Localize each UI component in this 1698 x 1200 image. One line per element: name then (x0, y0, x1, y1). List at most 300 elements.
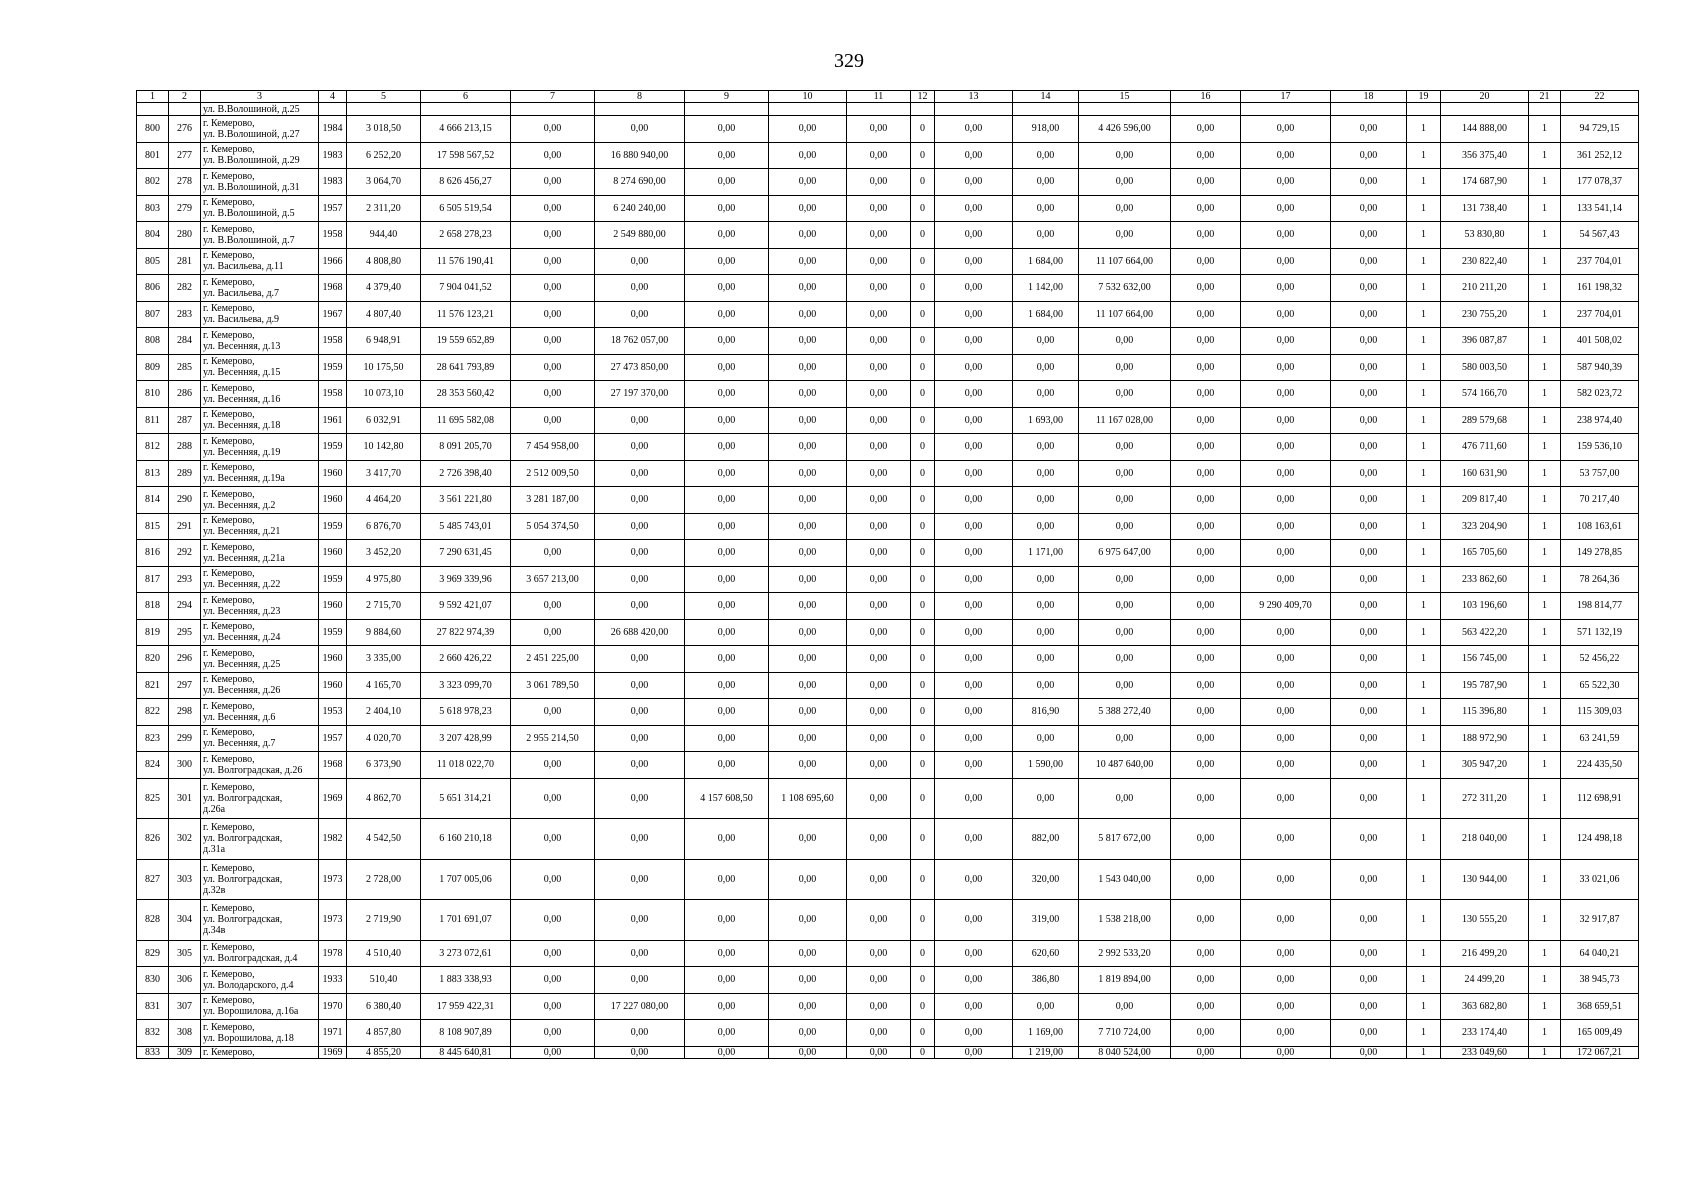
table-cell: 0,00 (595, 778, 685, 819)
address-line: г. Кемерово, (203, 250, 255, 262)
table-cell: 0,00 (769, 725, 847, 752)
table-cell: 0,00 (935, 993, 1013, 1020)
table-cell: 1 (1529, 195, 1561, 222)
table-cell: 0,00 (1079, 381, 1171, 408)
table-row (137, 487, 1639, 514)
continuation-row (137, 103, 1639, 116)
table-cell: 0 (911, 354, 935, 381)
table-cell (1079, 103, 1171, 116)
table-cell: 0,00 (1013, 434, 1079, 461)
table-cell: 829 (137, 940, 169, 967)
table-cell: 4 542,50 (347, 819, 421, 860)
table-cell: 6 032,91 (347, 407, 421, 434)
table-cell: 0,00 (1331, 699, 1407, 726)
table-cell: 0,00 (935, 354, 1013, 381)
table-cell: 4 426 596,00 (1079, 116, 1171, 143)
table-cell: 2 451 225,00 (511, 646, 595, 673)
table-cell: 6 380,40 (347, 993, 421, 1020)
address-line: г. Кемерово, (203, 144, 255, 156)
table-cell: 3 061 789,50 (511, 672, 595, 699)
table-cell: 4 379,40 (347, 275, 421, 302)
table-cell: 0,00 (847, 434, 911, 461)
address-line: г. Кемерово, (203, 170, 255, 182)
table-cell: 306 (169, 967, 201, 994)
table-cell: 0,00 (595, 593, 685, 620)
address-line: ул. В.Волошиной, д.31 (203, 181, 300, 193)
table-cell: 563 422,20 (1441, 619, 1529, 646)
table-cell: 0,00 (1331, 1046, 1407, 1058)
table-cell: 0,00 (1171, 540, 1241, 567)
table-cell: 0,00 (847, 699, 911, 726)
table-cell: 1 (1529, 752, 1561, 779)
table-cell: 0,00 (595, 275, 685, 302)
table-cell: 0,00 (685, 116, 769, 143)
table-cell: 0,00 (1171, 434, 1241, 461)
table-cell: 0,00 (935, 859, 1013, 900)
table-cell: 0,00 (769, 407, 847, 434)
table-cell: 11 576 190,41 (421, 248, 511, 275)
table-cell: 582 023,72 (1561, 381, 1639, 408)
table-cell: 0,00 (595, 819, 685, 860)
address-line: г. Кемерово, (203, 223, 255, 235)
table-cell: 288 (169, 434, 201, 461)
table-cell: 4 666 213,15 (421, 116, 511, 143)
table-cell: 0,00 (1171, 778, 1241, 819)
address-line: г. Кемерово, (203, 1046, 255, 1058)
table-cell: 0,00 (685, 328, 769, 355)
table-cell: 0,00 (1079, 434, 1171, 461)
table-cell: 0,00 (1331, 434, 1407, 461)
table-cell: 0,00 (1331, 328, 1407, 355)
table-cell: 0,00 (935, 900, 1013, 941)
address-line: ул. Весенняя, д.24 (203, 632, 281, 644)
table-cell: 0,00 (847, 900, 911, 941)
table-cell: 0,00 (1171, 116, 1241, 143)
table-cell: 2 311,20 (347, 195, 421, 222)
address-line: ул. В.Волошиной, д.27 (203, 128, 300, 140)
table-cell: 0,00 (511, 407, 595, 434)
table-cell: 0,00 (769, 275, 847, 302)
table-cell: 3 323 099,70 (421, 672, 511, 699)
table-cell: 309 (169, 1046, 201, 1058)
table-cell: 1 (1407, 222, 1441, 249)
table-cell: 0,00 (769, 540, 847, 567)
table-cell: 0,00 (1241, 672, 1331, 699)
address-cell (201, 900, 319, 941)
table-cell (911, 103, 935, 116)
table-cell: 0,00 (1171, 593, 1241, 620)
table-cell: 297 (169, 672, 201, 699)
table-cell: 0,00 (935, 116, 1013, 143)
table-cell: 4 157 608,50 (685, 778, 769, 819)
address-line: г. Кемерово, (203, 995, 255, 1007)
table-cell: 0,00 (685, 487, 769, 514)
table-row (137, 540, 1639, 567)
table-cell: 3 281 187,00 (511, 487, 595, 514)
address-line: г. Кемерово, (203, 822, 255, 834)
table-cell: 0,00 (935, 248, 1013, 275)
table-cell: 165 009,49 (1561, 1020, 1639, 1047)
table-cell: 1 (1529, 407, 1561, 434)
table-cell: 0,00 (685, 725, 769, 752)
table-cell: 18 762 057,00 (595, 328, 685, 355)
address-cell: ул. В.Волошиной, д.25 (201, 103, 319, 116)
table-cell: 1973 (319, 859, 347, 900)
table-cell: 1933 (319, 967, 347, 994)
table-cell: 7 532 632,00 (1079, 275, 1171, 302)
table-cell: 302 (169, 819, 201, 860)
table-cell: 0,00 (847, 993, 911, 1020)
address-line: ул. Волгоградская, д.4 (203, 953, 298, 965)
table-cell: 0,00 (511, 778, 595, 819)
table-cell: 0,00 (1331, 725, 1407, 752)
table-cell: 0,00 (1331, 619, 1407, 646)
table-cell: 0,00 (1171, 460, 1241, 487)
table-cell: 1982 (319, 819, 347, 860)
address-line: г. Кемерово, (203, 1021, 255, 1033)
address-line: д.34в (203, 925, 226, 937)
table-cell: 1983 (319, 142, 347, 169)
address-line: ул. В.Волошиной, д.5 (203, 208, 295, 220)
table-cell: 0,00 (511, 301, 595, 328)
table-cell: 0,00 (1171, 967, 1241, 994)
table-cell: 0 (911, 434, 935, 461)
table-cell: 11 107 664,00 (1079, 301, 1171, 328)
table-cell: 1966 (319, 248, 347, 275)
table-cell: 188 972,90 (1441, 725, 1529, 752)
table-cell: 0,00 (847, 142, 911, 169)
table-cell: 3 273 072,61 (421, 940, 511, 967)
table-cell: 0,00 (1171, 699, 1241, 726)
table-cell: 0,00 (1171, 354, 1241, 381)
table-cell: 33 021,06 (1561, 859, 1639, 900)
table-cell: 0,00 (1241, 1020, 1331, 1047)
table-cell: 0 (911, 725, 935, 752)
table-cell: 0,00 (1331, 778, 1407, 819)
table-cell: 0 (911, 619, 935, 646)
table-cell: 0,00 (847, 513, 911, 540)
table-cell: 882,00 (1013, 819, 1079, 860)
table-cell: 0,00 (1079, 169, 1171, 196)
table-cell: 0,00 (935, 513, 1013, 540)
table-cell: 0,00 (1331, 993, 1407, 1020)
table-row (137, 699, 1639, 726)
table-cell: 587 940,39 (1561, 354, 1639, 381)
table-row (137, 819, 1639, 860)
table-cell: 0,00 (1013, 672, 1079, 699)
table-cell: 0,00 (847, 1046, 911, 1058)
table-cell: 0,00 (1241, 275, 1331, 302)
table-cell: 1968 (319, 275, 347, 302)
table-cell: 0,00 (1241, 1046, 1331, 1058)
table-cell (1013, 103, 1079, 116)
address-cell (201, 169, 319, 196)
table-cell: 0,00 (769, 301, 847, 328)
table-cell: 1 (1407, 248, 1441, 275)
table-cell: 0,00 (685, 381, 769, 408)
address-line: г. Кемерово, (203, 303, 255, 315)
table-cell: 0,00 (847, 940, 911, 967)
table-cell: 1 (1529, 725, 1561, 752)
table-cell: 0,00 (935, 699, 1013, 726)
address-line: ул. Весенняя, д.6 (203, 711, 276, 723)
table-cell: 0,00 (1079, 513, 1171, 540)
table-cell: 0,00 (685, 646, 769, 673)
table-cell (1407, 103, 1441, 116)
table-cell: 277 (169, 142, 201, 169)
table-row (137, 460, 1639, 487)
table-cell: 1960 (319, 646, 347, 673)
table-cell: 282 (169, 275, 201, 302)
table-cell: 177 078,37 (1561, 169, 1639, 196)
table-cell: 813 (137, 460, 169, 487)
table-cell: 0 (911, 778, 935, 819)
table-cell: 112 698,91 (1561, 778, 1639, 819)
table-cell: 1 693,00 (1013, 407, 1079, 434)
table-cell: 10 487 640,00 (1079, 752, 1171, 779)
table-cell: 8 040 524,00 (1079, 1046, 1171, 1058)
table-cell: 0,00 (511, 381, 595, 408)
table-row (137, 940, 1639, 967)
table-cell: 0,00 (1079, 725, 1171, 752)
table-cell: 0,00 (935, 275, 1013, 302)
table-cell: 1 (1529, 646, 1561, 673)
table-cell: 809 (137, 354, 169, 381)
table-cell: 0,00 (685, 993, 769, 1020)
table-cell: 27 473 850,00 (595, 354, 685, 381)
table-cell: 1 (1529, 142, 1561, 169)
table-cell: 0,00 (1079, 195, 1171, 222)
table-cell: 0,00 (1241, 328, 1331, 355)
table-row (137, 407, 1639, 434)
table-cell: 218 040,00 (1441, 819, 1529, 860)
table-cell: 0,00 (595, 301, 685, 328)
table-cell: 0,00 (847, 460, 911, 487)
address-line: ул. Весенняя, д.23 (203, 605, 281, 617)
table-cell: 272 311,20 (1441, 778, 1529, 819)
table-cell: 0,00 (769, 195, 847, 222)
table-cell: 281 (169, 248, 201, 275)
table-cell: 812 (137, 434, 169, 461)
address-line: ул. Весенняя, д.19а (203, 473, 285, 485)
table-cell: 0,00 (847, 1020, 911, 1047)
table-cell: 1 142,00 (1013, 275, 1079, 302)
table-cell: 0,00 (1171, 566, 1241, 593)
table-cell: 6 373,90 (347, 752, 421, 779)
table-cell: 802 (137, 169, 169, 196)
table-cell: 0,00 (1331, 859, 1407, 900)
table-cell: 0,00 (511, 540, 595, 567)
table-cell: 0,00 (935, 646, 1013, 673)
table-row (137, 142, 1639, 169)
table-cell: 0,00 (511, 222, 595, 249)
table-cell: 305 947,20 (1441, 752, 1529, 779)
table-cell: 308 (169, 1020, 201, 1047)
table-cell: 4 862,70 (347, 778, 421, 819)
table-cell: 0,00 (935, 195, 1013, 222)
table-cell: 2 660 426,22 (421, 646, 511, 673)
table-cell: 0,00 (1241, 248, 1331, 275)
table-cell: 1 (1407, 460, 1441, 487)
address-line: ул. Волгоградская, (203, 914, 283, 926)
table-cell: 0,00 (685, 195, 769, 222)
table-cell: 1 (1529, 328, 1561, 355)
table-cell: 824 (137, 752, 169, 779)
table-cell: 0 (911, 672, 935, 699)
table-cell: 0,00 (685, 593, 769, 620)
table-cell: 63 241,59 (1561, 725, 1639, 752)
table-cell: 7 290 631,45 (421, 540, 511, 567)
table-cell: 944,40 (347, 222, 421, 249)
column-header: 19 (1407, 91, 1441, 103)
address-line: г. Кемерово, (203, 968, 255, 980)
table-cell: 0,00 (1171, 275, 1241, 302)
table-cell: 0,00 (1331, 487, 1407, 514)
table-cell: 806 (137, 275, 169, 302)
table-cell: 1 (1407, 407, 1441, 434)
table-row (137, 619, 1639, 646)
table-row (137, 752, 1639, 779)
address-cell (201, 566, 319, 593)
table-cell: 0,00 (847, 967, 911, 994)
table-row (137, 169, 1639, 196)
address-line: д.31а (203, 844, 226, 856)
table-cell: 1 (1529, 993, 1561, 1020)
table-cell: 1 (1529, 434, 1561, 461)
table-cell: 1 (1529, 566, 1561, 593)
table-cell: 1957 (319, 725, 347, 752)
table-cell: 0,00 (1241, 900, 1331, 941)
address-cell (201, 859, 319, 900)
table-cell: 820 (137, 646, 169, 673)
table-cell: 233 049,60 (1441, 1046, 1529, 1058)
table-cell: 1 701 691,07 (421, 900, 511, 941)
table-cell: 0 (911, 222, 935, 249)
table-cell: 1959 (319, 354, 347, 381)
table-cell: 1 (1529, 354, 1561, 381)
address-line: ул. Волгоградская, д.26 (203, 764, 303, 776)
table-cell: 0,00 (847, 778, 911, 819)
table-cell: 0,00 (511, 116, 595, 143)
table-cell: 0,00 (511, 859, 595, 900)
table-cell: 0,00 (847, 672, 911, 699)
table-cell: 0,00 (935, 672, 1013, 699)
table-cell (1561, 103, 1639, 116)
table-cell: 0 (911, 900, 935, 941)
table-row (137, 967, 1639, 994)
table-cell: 0,00 (1171, 142, 1241, 169)
table-cell: 0,00 (595, 566, 685, 593)
table-cell: 2 726 398,40 (421, 460, 511, 487)
table-cell: 289 (169, 460, 201, 487)
table-cell: 0,00 (769, 819, 847, 860)
table-cell: 1 (1407, 142, 1441, 169)
table-cell: 1 (1407, 993, 1441, 1020)
table-cell: 0,00 (595, 699, 685, 726)
table-cell: 1 (1407, 169, 1441, 196)
table-cell: 0,00 (935, 1020, 1013, 1047)
table-cell: 0 (911, 169, 935, 196)
table-cell: 0,00 (847, 646, 911, 673)
table-cell: 0,00 (1079, 328, 1171, 355)
table-cell: 0,00 (1171, 1020, 1241, 1047)
table-cell: 27 822 974,39 (421, 619, 511, 646)
address-line: ул. Весенняя, д.26 (203, 685, 281, 697)
address-line: ул. Весенняя, д.13 (203, 340, 281, 352)
table-cell: 0,00 (1241, 354, 1331, 381)
table-cell: 0,00 (769, 1020, 847, 1047)
address-line: г. Кемерово, (203, 356, 255, 368)
table-cell: 0,00 (1331, 407, 1407, 434)
table-cell: 115 309,03 (1561, 699, 1639, 726)
table-cell: 0,00 (595, 646, 685, 673)
table-row (137, 513, 1639, 540)
table-cell: 0 (911, 487, 935, 514)
table-cell: 0 (911, 993, 935, 1020)
table-cell: 16 880 940,00 (595, 142, 685, 169)
table-cell: 0,00 (511, 940, 595, 967)
table-cell: 0 (911, 275, 935, 302)
table-cell: 1960 (319, 593, 347, 620)
table-cell: 0,00 (769, 699, 847, 726)
table-cell: 0,00 (685, 940, 769, 967)
table-cell: 295 (169, 619, 201, 646)
table-cell: 0,00 (1331, 646, 1407, 673)
address-cell (201, 301, 319, 328)
table-cell: 4 020,70 (347, 725, 421, 752)
table-cell: 174 687,90 (1441, 169, 1529, 196)
table-cell: 26 688 420,00 (595, 619, 685, 646)
table-cell: 8 445 640,81 (421, 1046, 511, 1058)
table-cell: 9 884,60 (347, 619, 421, 646)
table-cell: 2 404,10 (347, 699, 421, 726)
table-cell: 0,00 (511, 967, 595, 994)
address-line: ул. В.Волошиной, д.7 (203, 234, 295, 246)
table-cell: 0,00 (595, 407, 685, 434)
table-cell: 396 087,87 (1441, 328, 1529, 355)
table-cell: 0 (911, 328, 935, 355)
table-cell: 0,00 (1013, 725, 1079, 752)
table-cell: 0,00 (847, 275, 911, 302)
table-cell: 0,00 (935, 434, 1013, 461)
address-cell (201, 195, 319, 222)
table-cell: 0,00 (1241, 195, 1331, 222)
table-cell: 0,00 (1171, 900, 1241, 941)
table-cell: 0,00 (769, 993, 847, 1020)
table-cell: 807 (137, 301, 169, 328)
table-cell: 0,00 (685, 752, 769, 779)
table-cell: 0,00 (685, 142, 769, 169)
table-cell: 0,00 (1331, 513, 1407, 540)
table-cell: 0,00 (511, 819, 595, 860)
address-line: д.32в (203, 884, 226, 896)
address-line: г. Кемерово, (203, 674, 255, 686)
table-cell: 1 (1407, 819, 1441, 860)
address-line: ул. Васильева, д.7 (203, 287, 280, 299)
table-cell: 320,00 (1013, 859, 1079, 900)
table-cell: 0,00 (685, 619, 769, 646)
table-cell: 2 728,00 (347, 859, 421, 900)
table-cell: 918,00 (1013, 116, 1079, 143)
table-cell: 4 808,80 (347, 248, 421, 275)
table-cell: 0,00 (847, 169, 911, 196)
table-cell: 574 166,70 (1441, 381, 1529, 408)
table-cell: 0,00 (847, 859, 911, 900)
table-cell: 1 (1407, 487, 1441, 514)
address-line: г. Кемерово, (203, 753, 255, 765)
table-cell: 4 857,80 (347, 1020, 421, 1047)
table-cell: 0,00 (685, 566, 769, 593)
